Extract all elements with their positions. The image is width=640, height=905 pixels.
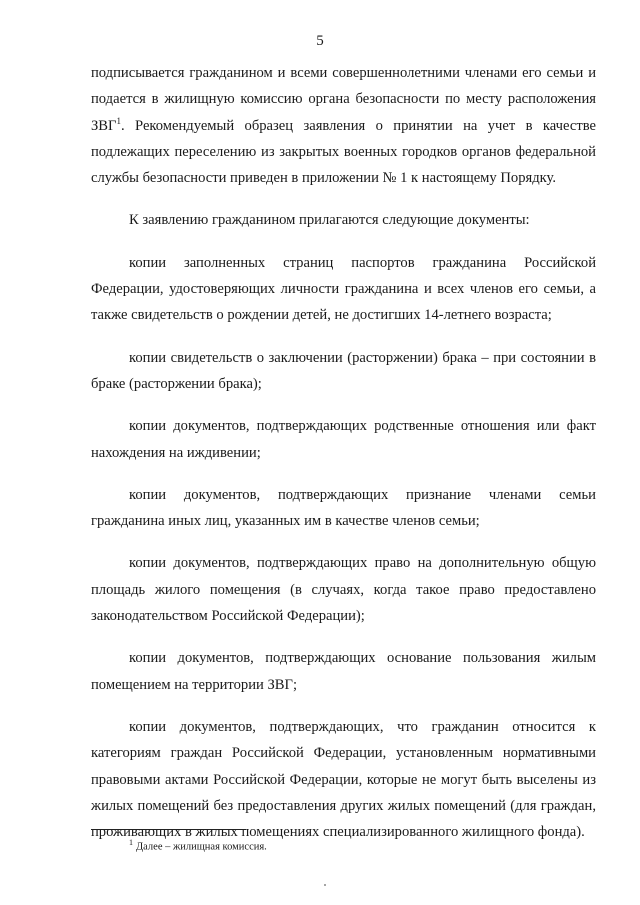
document-body — [91, 60, 596, 861]
list-item-family-member-recognition: копии документов, подтверждающих признание членами семьи гражданина иных лиц, указанных им в качестве членов семьи; — [91, 486, 596, 530]
list-item-marriage-certificates: копии свидетельств о заключении (расторжении) брака – при состоянии в браке (расторжении брака); — [91, 349, 596, 392]
paragraph-text: подписывается гражданином и всеми совершеннолетними членами его семьи и подается в жилищную комиссию органа безопасности по месту расположения ЗВГ — [91, 65, 596, 134]
paragraph-documents-intro: К заявлению гражданином прилагаются следующие документы: — [129, 212, 530, 229]
footnote-reference: 1 — [116, 115, 121, 126]
list-item-additional-area-right: копии документов, подтверждающих право на дополнительную общую площадь жилого помещения (в случаях, когда такое право предоставлено законодательством Российской Федерации); — [91, 555, 596, 625]
list-item-passports: копии заполненных страниц паспортов гражданина Российской Федерации, удостоверяющих личности гражданина и всех членов его семьи, а также свидетельств о рождении детей, не достигших 14-летнего возраста; — [91, 254, 596, 324]
list-item-protected-categories: копии документов, подтверждающих, что гражданин относится к категориям граждан Российской Федерации, установленным нормативными правовыми актами Российской Федерации, которые не могут быть выселены из жилых помещений без предоставления других жилых помещений (для граждан, проживающих в жилых помещениях специализированного жилищного фонда). — [91, 718, 596, 841]
paragraph-application-submission — [91, 60, 596, 191]
footnote-text: Далее – жилищная комиссия. — [136, 841, 267, 853]
footnote-mark: 1 — [129, 838, 133, 847]
scan-speck — [324, 884, 326, 886]
list-item-kinship-documents: копии документов, подтверждающих родственные отношения или факт нахождения на иждивении; — [91, 418, 596, 461]
page-number: 5 — [316, 33, 324, 49]
list-item-occupancy-basis: копии документов, подтверждающих основание пользования жилым помещением на территории ЗВГ; — [91, 650, 596, 693]
paragraph-text: . Рекомендуемый образец заявления о принятии на учет в качестве подлежащих переселению из закрытых военных городков органов федеральной службы безопасности приведен в приложении № 1 к настоящему Порядку. — [91, 117, 596, 187]
footnote-separator — [91, 829, 246, 830]
footnote — [129, 838, 267, 853]
